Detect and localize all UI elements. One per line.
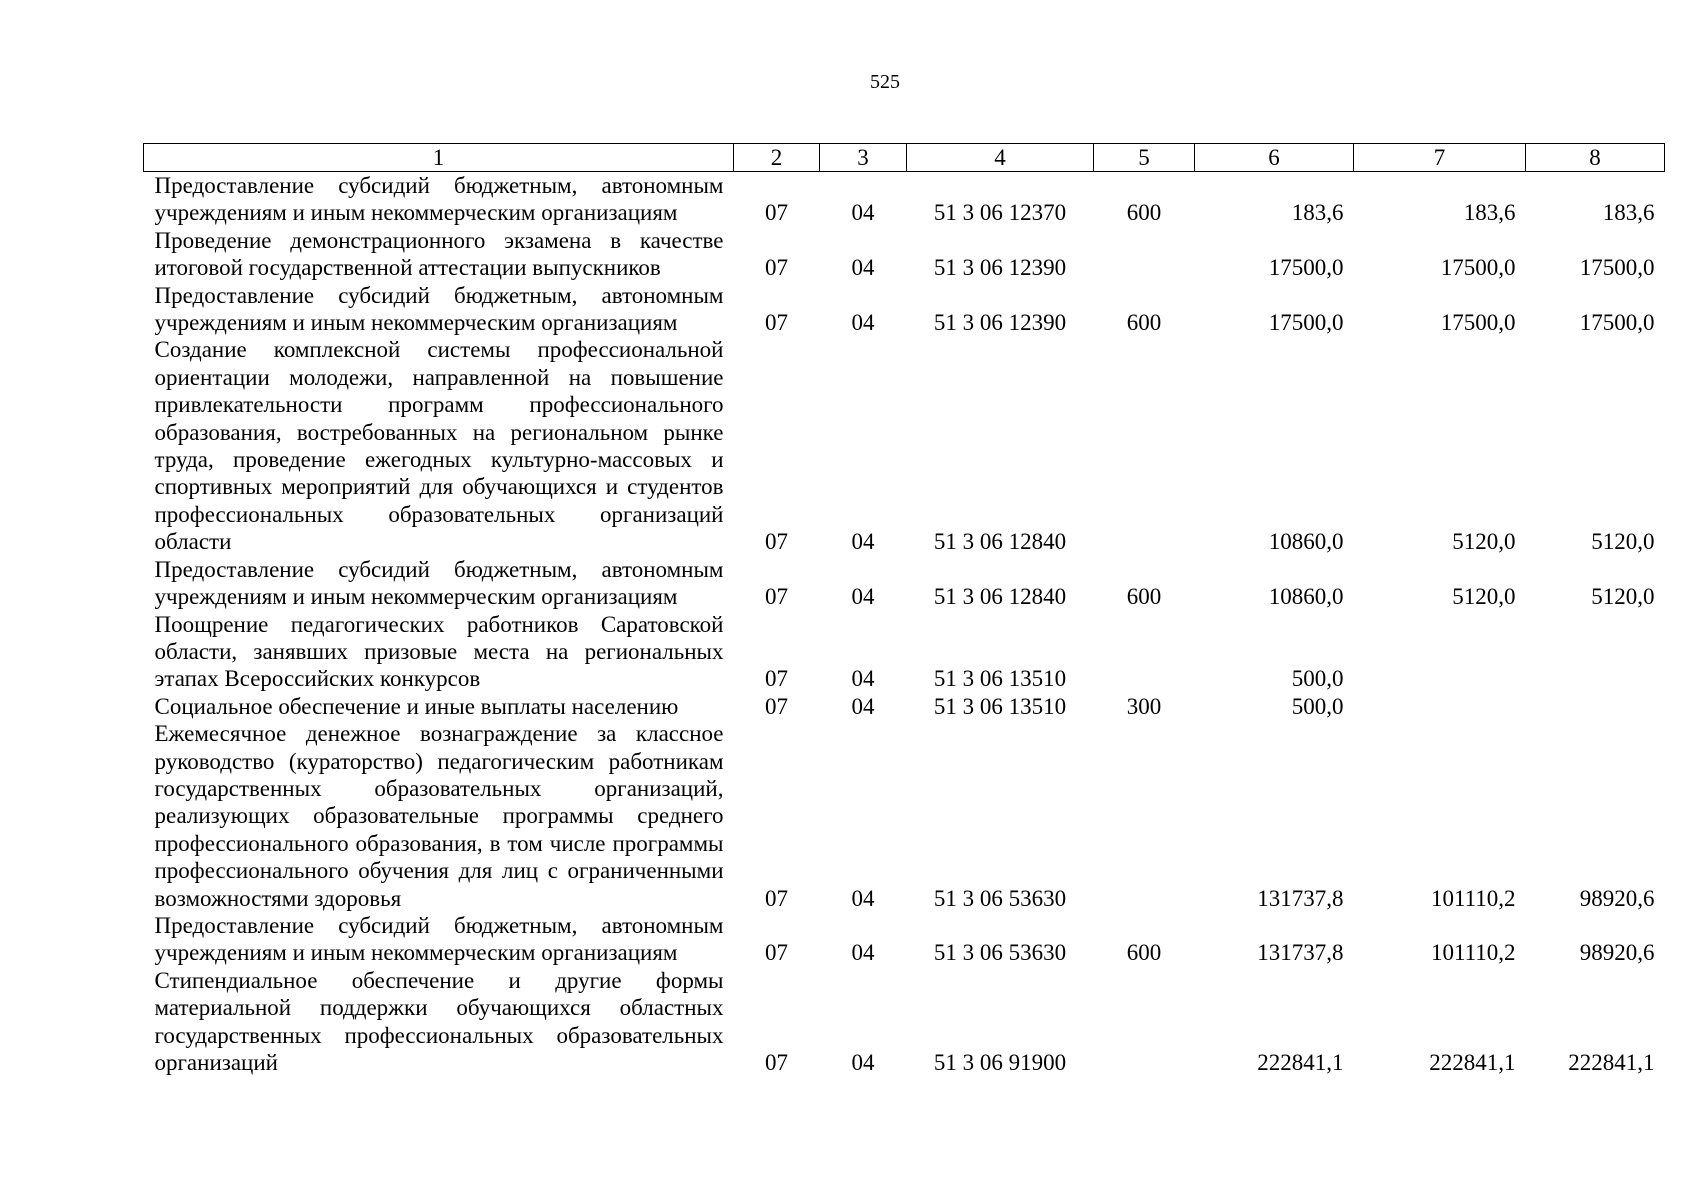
row-amount-col6: 500,0	[1291, 666, 1344, 692]
row-amount-col7: 222841,1	[1429, 1050, 1516, 1075]
column-header: 8	[1526, 144, 1665, 172]
row-subsection: 04	[851, 200, 875, 226]
row-name: Проведение демонстрационного экзамена в качестве итоговой государственной аттестации выпускников	[154, 227, 724, 281]
row-name: Предоставление субсидий бюджетным, автономным учреждениям и иным некоммерческим организациям	[154, 912, 724, 966]
row-name: Создание комплексной системы профессиональной ориентации молодежи, направленной на повышение привлекательности программ профессионального образования, востребованных на региональном рынке труда, проведение ежегодных культурно-массовых и спортивных мероприятий для обучающихся и студентов профессиональных образовательных организаций области	[154, 337, 724, 555]
row-amount-col8	[1526, 693, 1665, 720]
row-name: Социальное обеспечение и иные выплаты населению	[154, 693, 679, 719]
row-amount-col7: 101110,2	[1430, 940, 1516, 966]
row-amount-col8: 222841,1	[1568, 1050, 1655, 1075]
row-expense-type: 600	[1126, 310, 1162, 336]
row-section: 07	[765, 255, 788, 281]
row-name: Поощрение педагогических работников Саратовской области, занявших призовые места на региональных этапах Всероссийских конкурсов	[154, 611, 724, 692]
row-section: 07	[765, 1050, 788, 1075]
row-subsection: 04	[851, 940, 875, 966]
row-amount-col8: 17500,0	[1579, 310, 1655, 336]
row-target-code: 51 3 06 13510	[933, 693, 1067, 719]
row-amount-col7: 183,6	[1463, 200, 1516, 226]
row-target-code: 51 3 06 53630	[933, 885, 1067, 911]
row-name: Стипендиальное обеспечение и другие формы материальной поддержки обучающихся областных государственных профессиональных образовательных организаций	[154, 967, 724, 1075]
row-name: Предоставление субсидий бюджетным, автономным учреждениям и иным некоммерческим организациям	[154, 173, 724, 226]
row-target-code: 51 3 06 12390	[933, 310, 1067, 336]
row-name: Предоставление субсидий бюджетным, автономным учреждениям и иным некоммерческим организациям	[154, 282, 724, 336]
page-number: 525	[870, 71, 900, 93]
row-expense-type	[1094, 720, 1195, 912]
row-amount-col6: 17500,0	[1268, 310, 1344, 336]
row-subsection: 04	[851, 584, 875, 610]
column-header: 3	[820, 144, 907, 172]
row-amount-col6: 500,0	[1291, 693, 1344, 719]
row-subsection: 04	[851, 310, 875, 336]
row-target-code: 51 3 06 13510	[933, 666, 1067, 692]
row-amount-col7	[1354, 693, 1526, 720]
table-row	[144, 556, 1665, 611]
row-target-code: 51 3 06 12390	[933, 255, 1067, 281]
table-row	[144, 967, 1665, 1077]
row-section: 07	[765, 666, 788, 692]
table-row	[144, 912, 1665, 967]
row-section: 07	[765, 885, 788, 911]
table-row	[144, 336, 1665, 555]
row-amount-col7: 17500,0	[1440, 255, 1516, 281]
row-expense-type: 600	[1126, 200, 1162, 226]
row-expense-type: 300	[1126, 693, 1162, 719]
table-row	[144, 720, 1665, 912]
row-amount-col6: 131737,8	[1257, 940, 1344, 966]
row-section: 07	[765, 940, 788, 966]
row-target-code: 51 3 06 12840	[933, 529, 1067, 555]
row-amount-col6: 131737,8	[1257, 885, 1344, 911]
row-subsection: 04	[851, 1050, 875, 1075]
row-amount-col8: 98920,6	[1579, 885, 1655, 911]
row-section: 07	[765, 529, 788, 555]
row-amount-col7: 17500,0	[1440, 310, 1516, 336]
table-row	[144, 172, 1665, 227]
row-target-code: 51 3 06 53630	[933, 940, 1067, 966]
row-expense-type	[1094, 336, 1195, 555]
row-amount-col6: 10860,0	[1268, 584, 1344, 610]
column-header: 4	[907, 144, 1094, 172]
row-amount-col7: 5120,0	[1452, 584, 1516, 610]
budget-table	[143, 143, 1665, 1076]
column-header: 2	[734, 144, 820, 172]
row-subsection: 04	[851, 529, 875, 555]
row-amount-col6: 10860,0	[1268, 529, 1344, 555]
row-amount-col8: 17500,0	[1579, 255, 1655, 281]
row-expense-type: 600	[1126, 584, 1162, 610]
row-target-code: 51 3 06 12370	[933, 200, 1067, 226]
row-amount-col8	[1526, 611, 1665, 693]
row-amount-col8: 5120,0	[1591, 584, 1655, 610]
row-amount-col8: 98920,6	[1579, 940, 1655, 966]
row-subsection: 04	[851, 255, 875, 281]
row-amount-col6: 222841,1	[1257, 1050, 1344, 1075]
row-amount-col8: 5120,0	[1591, 529, 1655, 555]
column-number-header	[144, 144, 1665, 172]
row-target-code: 51 3 06 91900	[933, 1050, 1067, 1075]
row-amount-col7: 5120,0	[1452, 529, 1516, 555]
row-expense-type: 600	[1126, 940, 1162, 966]
column-header: 5	[1094, 144, 1195, 172]
row-name: Предоставление субсидий бюджетным, автономным учреждениям и иным некоммерческим организациям	[154, 556, 724, 610]
row-subsection: 04	[851, 885, 875, 911]
row-amount-col7	[1354, 611, 1526, 693]
row-section: 07	[765, 584, 788, 610]
table-row	[144, 611, 1665, 693]
row-section: 07	[765, 310, 788, 336]
table-row	[144, 693, 1665, 720]
row-subsection: 04	[851, 666, 875, 692]
row-expense-type	[1094, 227, 1195, 282]
column-header: 7	[1354, 144, 1526, 172]
column-header: 6	[1195, 144, 1354, 172]
row-expense-type	[1094, 967, 1195, 1077]
row-target-code: 51 3 06 12840	[933, 584, 1067, 610]
row-subsection: 04	[851, 693, 875, 719]
row-section: 07	[765, 693, 788, 719]
row-name: Ежемесячное денежное вознаграждение за классное руководство (кураторство) педагогическим работникам государственных образовательных организаций, реализующих образовательные программы среднего профессионального образования, в том числе программы профессионального обучения для лиц с ограниченными возможностями здоровья	[154, 721, 724, 911]
row-expense-type	[1094, 611, 1195, 693]
row-section: 07	[765, 200, 788, 226]
column-header: 1	[144, 144, 734, 172]
row-amount-col6: 17500,0	[1268, 255, 1344, 281]
row-amount-col8: 183,6	[1602, 200, 1655, 226]
row-amount-col6: 183,6	[1291, 200, 1344, 226]
table-row	[144, 282, 1665, 337]
table-row	[144, 227, 1665, 282]
budget-table-wrapper	[143, 143, 1665, 1076]
row-amount-col7: 101110,2	[1430, 885, 1516, 911]
